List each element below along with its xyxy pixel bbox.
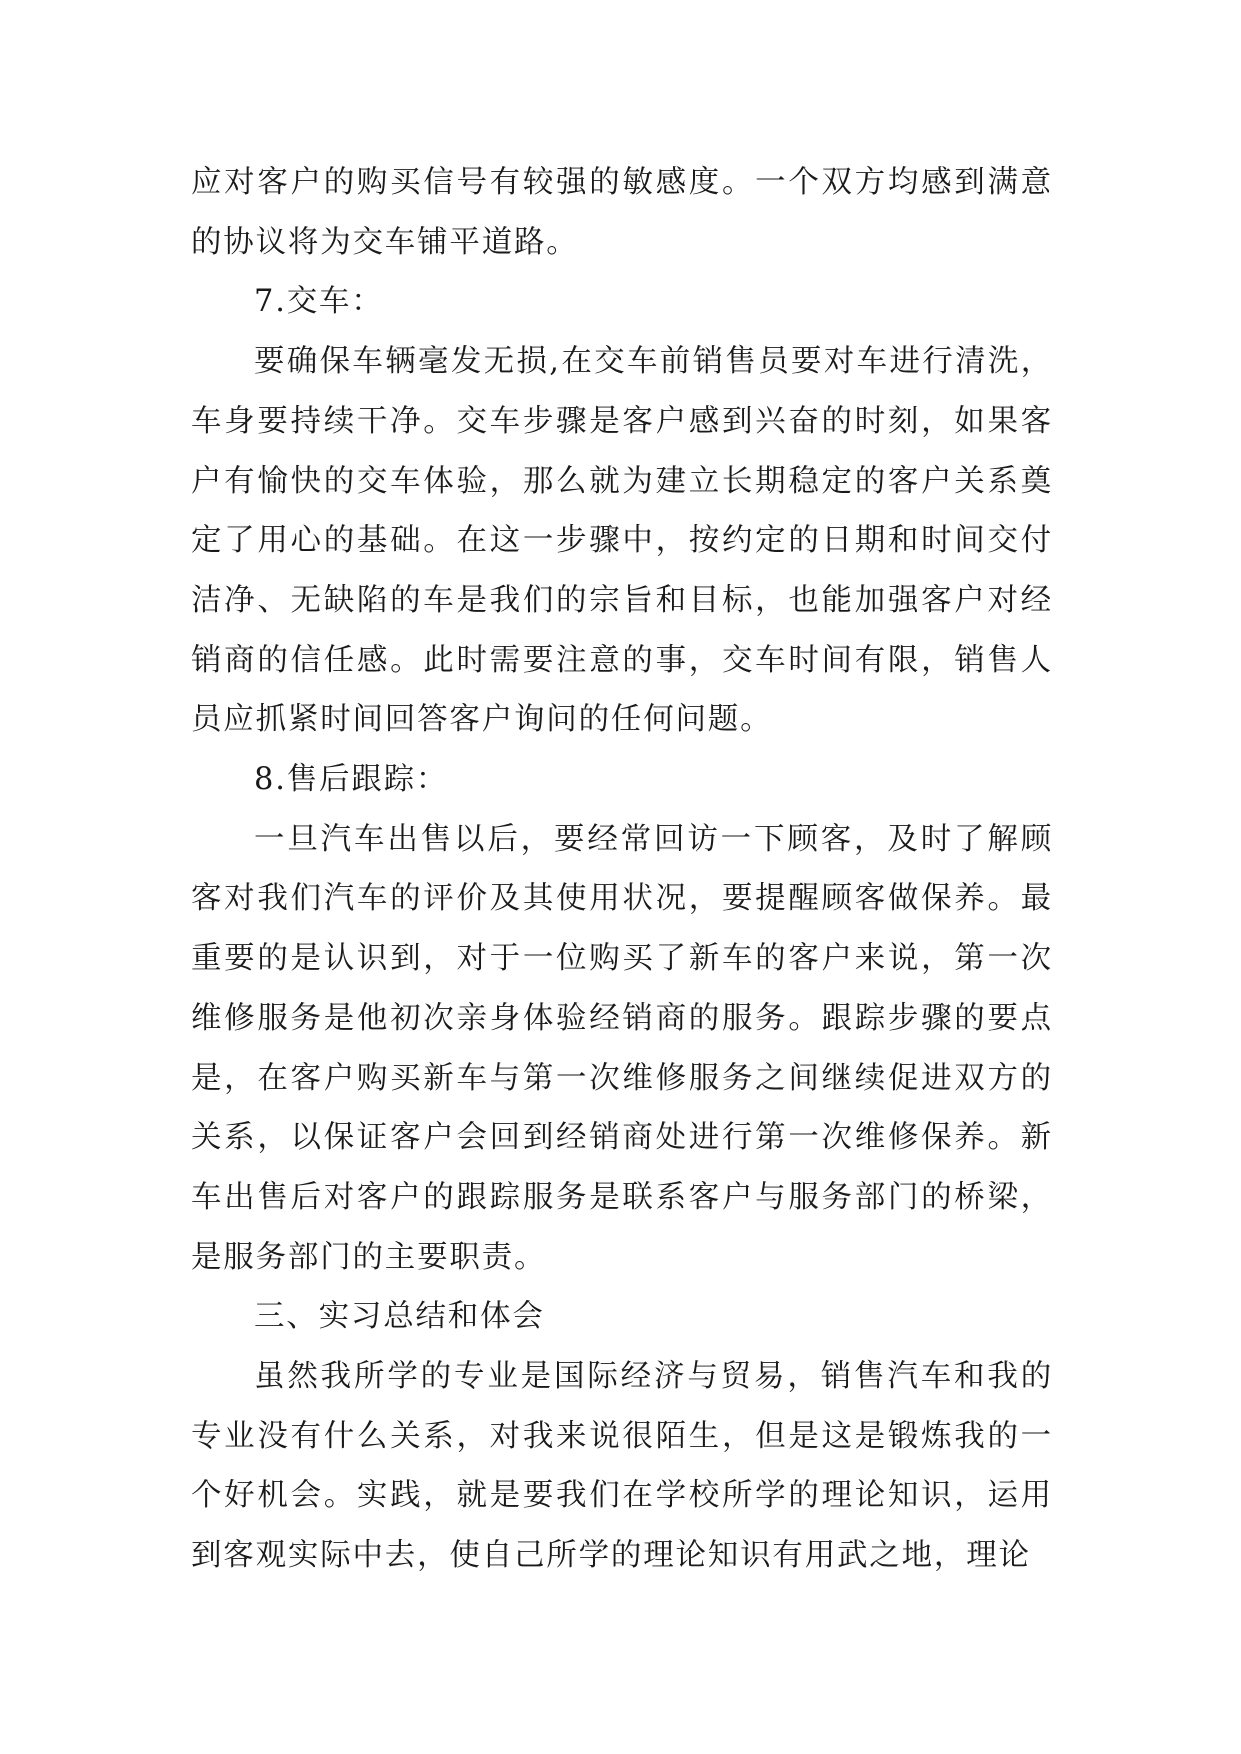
heading-step-7-delivery: 7.交车： xyxy=(254,284,384,320)
paragraph-after-sales-details: 一旦汽车出售以后，要经常回访一下顾客，及时了解顾客对我们汽车的评价及其使用状况，要提醒顾客做保养。最重要的是认识到，对于一位购买了新车的客户来说，第一次维修服务是他初次亲身体验经销商的服务。跟踪步骤的要点是，在客户购买新车与第一次维修服务之间继续促进双方的关系，以保证客户会回到经销商处进行第一次维修保养。新车出售后对客户的跟踪服务是联系客户与服务部门的桥梁，是服务部门的主要职责。 xyxy=(191,821,1053,1275)
paragraph-internship-summary: 虽然我所学的专业是国际经济与贸易，销售汽车和我的专业没有什么关系，对我来说很陌生，但是这是锻炼我的一个好机会。实践，就是要我们在学校所学的理论知识，运用到客观实际中去，使自己所学的理论知识有用武之地，理论 xyxy=(191,1359,1053,1574)
document-body xyxy=(191,153,1053,1586)
paragraph-delivery-details: 要确保车辆毫发无损,在交车前销售员要对车进行清洗，车身要持续干净。交车步骤是客户感到兴奋的时刻，如果客户有愉快的交车体验，那么就为建立长期稳定的客户关系奠定了用心的基础。在这一步骤中，按约定的日期和时间交付洁净、无缺陷的车是我们的宗旨和目标，也能加强客户对经销商的信任感。此时需要注意的事，交车时间有限，销售人员应抓紧时间回答客户询问的任何问题。 xyxy=(191,344,1053,738)
heading-section-3-summary: 三、实习总结和体会 xyxy=(254,1299,545,1335)
heading-step-8-after-sales: 8.售后跟踪： xyxy=(254,762,449,798)
paragraph-delivery-agreement: 应对客户的购买信号有较强的敏感度。一个双方均感到满意的协议将为交车铺平道路。 xyxy=(191,165,1053,260)
